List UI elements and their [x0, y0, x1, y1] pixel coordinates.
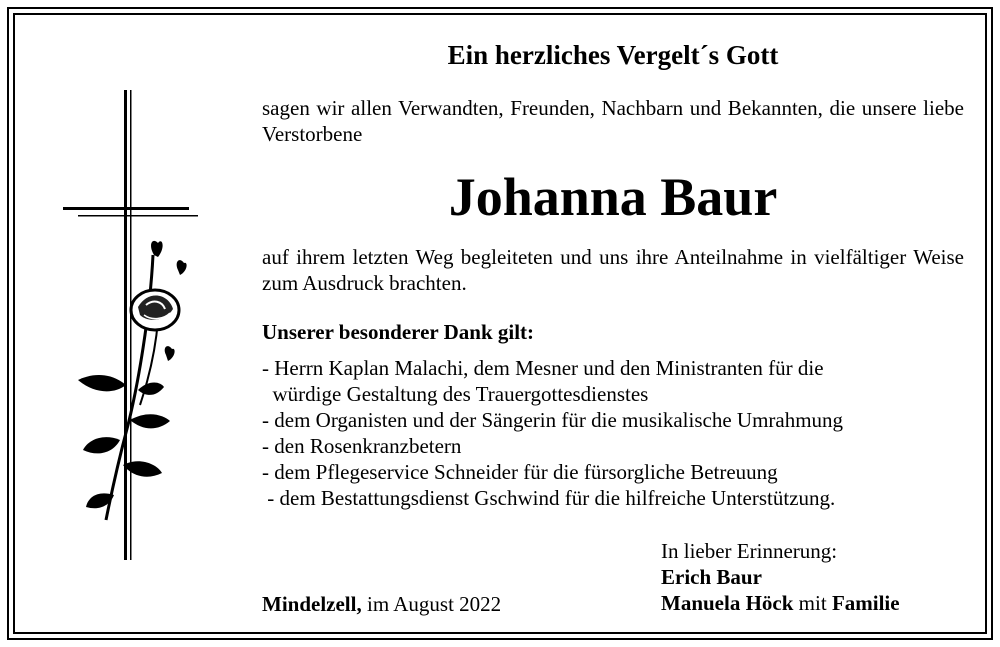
list-item: - dem Bestattungsdienst Gschwind für die hilfreiche Unterstützung.	[262, 486, 836, 510]
date: im August 2022	[366, 592, 502, 616]
follow-up-text: auf ihrem letzten Weg begleiteten und uns ihre Anteilnahme in vielfältiger Weise zum Ausdruck brachten.	[262, 245, 964, 295]
heading: Ein herzliches Vergelt´s Gott	[447, 40, 779, 70]
thanks-heading: Unserer besonderer Dank gilt:	[262, 320, 535, 344]
list-item: würdige Gestaltung des Trauergottesdienstes	[262, 382, 649, 406]
place: Mindelzell,	[262, 592, 362, 616]
signer-2-family: Familie	[831, 591, 900, 615]
thanks-list	[262, 355, 964, 511]
place-date	[262, 592, 501, 617]
list-item: - den Rosenkranzbetern	[262, 434, 462, 458]
list-item: - dem Organisten und der Sängerin für die musikalische Umrahmung	[262, 408, 844, 432]
signoff	[661, 538, 900, 616]
signer-2-name: Manuela Höck	[661, 591, 794, 615]
signoff-label: In lieber Erinnerung:	[661, 539, 838, 563]
cross-with-rose-icon	[58, 85, 208, 565]
intro-text: sagen wir allen Verwandten, Freunden, Nachbarn und Bekannten, die unsere liebe Verstorbene	[262, 96, 964, 146]
deceased-name: Johanna Baur	[448, 167, 778, 227]
list-item: - dem Pflegeservice Schneider für die fürsorgliche Betreuung	[262, 460, 778, 484]
signer-1: Erich Baur	[661, 565, 762, 589]
signer-2	[661, 590, 900, 616]
signer-2-connector: mit	[798, 591, 827, 615]
list-item: - Herrn Kaplan Malachi, dem Mesner und den Ministranten für die	[262, 356, 824, 380]
